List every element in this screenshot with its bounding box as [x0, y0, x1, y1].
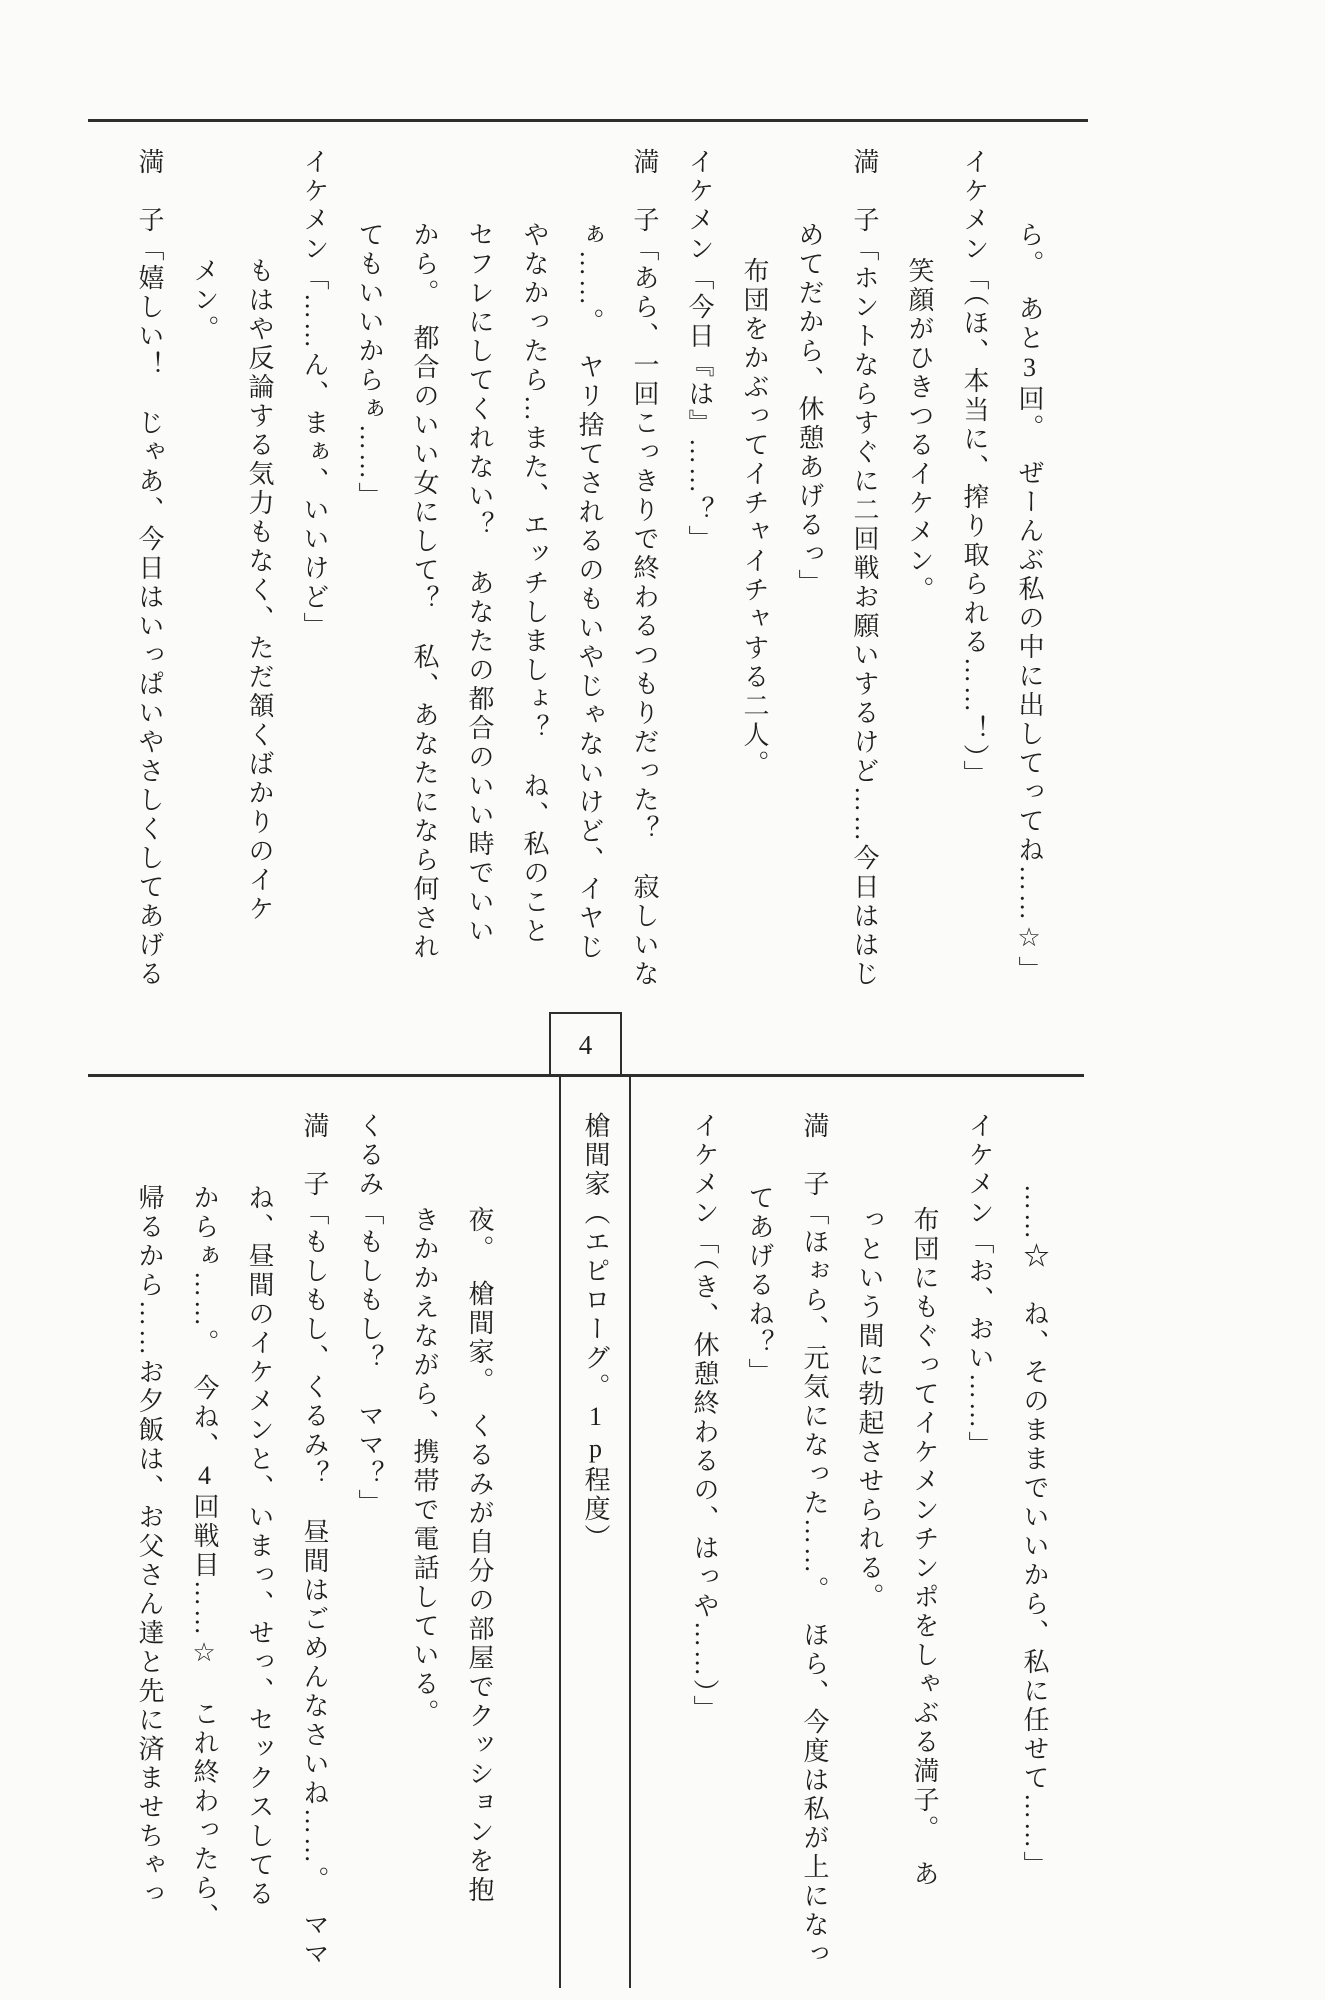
script-line: 布団にもぐってイケメンチンポをしゃぶる満子。 あ	[910, 1206, 939, 1889]
script-line: イケメン「……ん、まぁ、いいけど」	[300, 148, 329, 641]
script-line: 満 子「もしもし、くるみ？ 昼間はごめんなさいね……。 ママ	[300, 1112, 329, 1969]
script-line: 帰るから……お夕飯は、お父さん達と先に済ませちゃっ	[135, 1184, 164, 1909]
script-line: からぁ……。 今ね、4回戦目……☆ これ終わったら、	[190, 1184, 219, 1932]
upright-char: p	[581, 1434, 610, 1466]
script-line: ね、昼間のイケメンと、いまっ、せっ、セックスしてる	[245, 1184, 274, 1909]
script-line: 笑顔がひきつるイケメン。	[905, 257, 934, 605]
top-half-script-text	[122, 121, 1057, 1021]
script-line: てあげるね？」	[745, 1184, 774, 1387]
script-line: イケメン「お、おい……」	[965, 1112, 994, 1460]
script-line: ……☆ ね、そのままでいいから、私に任せて……」	[1020, 1184, 1049, 1880]
script-line: ら。 あと3回。 ぜーんぶ私の中に出してってね……☆」	[1015, 221, 1044, 985]
script-line: きかかえながら、携帯で電話している。	[410, 1206, 439, 1728]
script-line: から。 都合のいい女にして？ 私、あなたになら何され	[410, 221, 439, 962]
script-line: めてだから、休憩あげるっ」	[795, 221, 824, 598]
upright-char: 3	[1015, 353, 1044, 385]
script-line: 布団をかぶってイチャイチャする二人。	[740, 257, 769, 779]
script-line: イケメン「今日『は』……？」	[685, 148, 714, 554]
script-line: 満 子「あら、一回こっきりで終わるつもりだった？ 寂しいな	[630, 148, 659, 989]
script-line: メン。	[190, 257, 219, 344]
script-line: くるみ「もしもし？ ママ？」	[355, 1112, 384, 1518]
script-line: てもいいからぁ……」	[355, 221, 384, 511]
script-line: イケメン「（き、休憩終わるの、はっや……）」	[690, 1112, 719, 1724]
script-line: 満 子「ほぉら、元気になった……。 ほら、今度は私が上になっ	[800, 1112, 829, 1969]
script-line: 満 子「嬉しい！ じゃあ、今日はいっぱいやさしくしてあげる	[135, 148, 164, 989]
script-line: っという間に勃起させられる。	[855, 1206, 884, 1612]
script-line: ぁ……。 ヤリ捨てされるのもいやじゃないけど、イヤじ	[575, 221, 604, 962]
page-number: 4	[578, 1029, 593, 1060]
script-line: 満 子「ホントならすぐに二回戦お願いするけど……今日ははじ	[850, 148, 879, 989]
script-line: もはや反論する気力もなく、ただ頷くばかりのイケ	[245, 257, 274, 924]
script-line: イケメン「（ほ、本当に、搾り取られる……！）」	[960, 148, 989, 789]
script-line: セフレにしてくれない？ あなたの都合のいい時でいい	[465, 221, 494, 946]
bottom-half-script-text	[122, 1076, 1062, 1988]
upright-char: 4	[190, 1461, 219, 1493]
scene-heading-line: 槍間家（エピローグ。1p程度）	[559, 1076, 631, 1988]
page-number-box	[549, 1012, 622, 1076]
upright-char: 1	[581, 1402, 610, 1434]
script-line: やなかったら…また、エッチしましょ？ ね、私のこと	[520, 221, 549, 946]
script-line: 夜。 槍間家。 くるみが自分の部屋でクッションを抱	[465, 1206, 494, 1905]
